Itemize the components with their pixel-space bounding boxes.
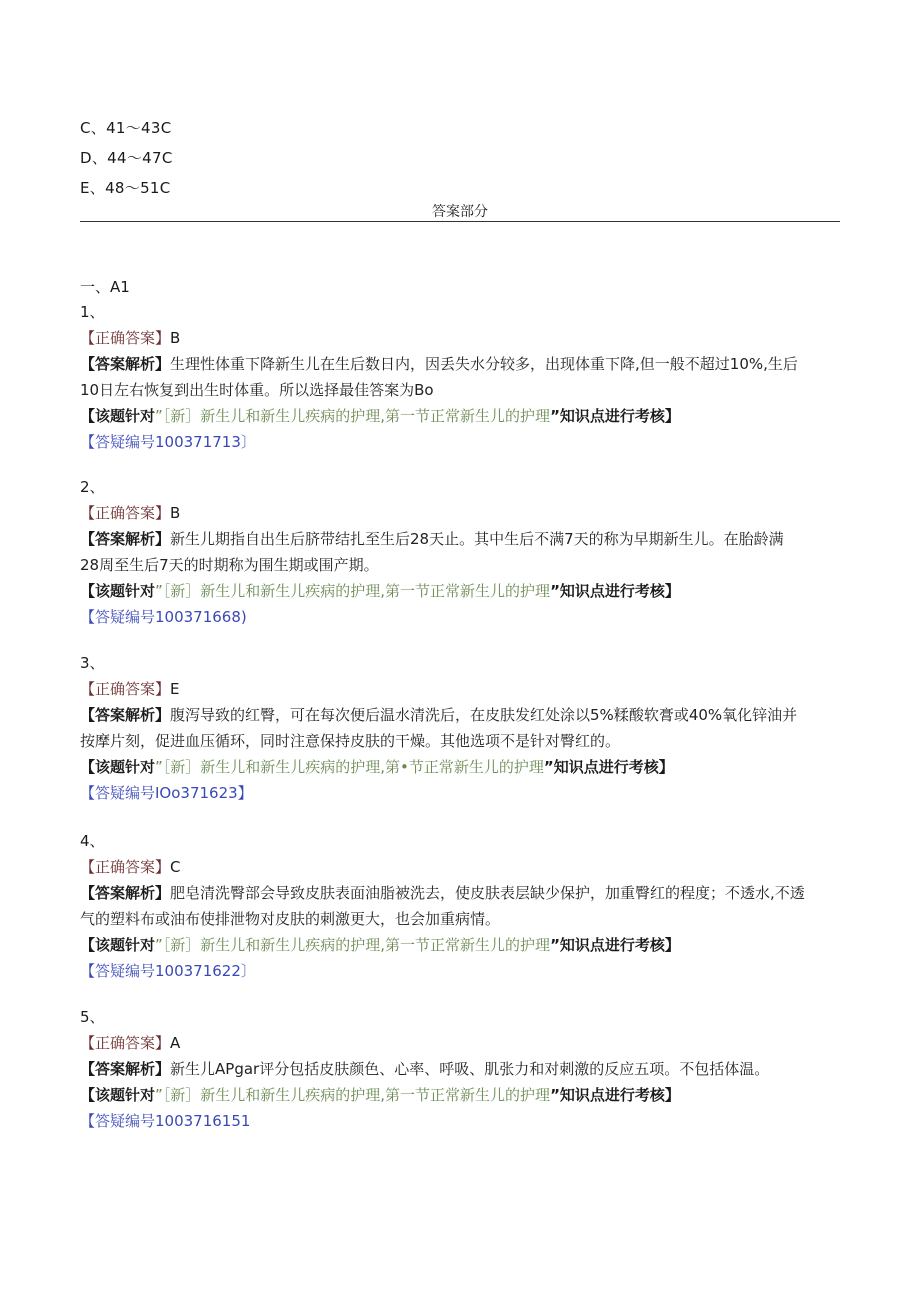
explanation (80, 880, 832, 906)
explanation-label: 【答案解析】 (80, 706, 171, 724)
topic-suffix: ”知识点进行考核】 (550, 407, 680, 425)
question-number: 4、 (80, 832, 105, 850)
answer-label: 【正确答案】 (80, 680, 171, 698)
correct-answer (80, 500, 832, 526)
topic-suffix: ”知识点进行考核】 (550, 582, 680, 600)
explanation-line-1: 新生儿APgar评分包括皮肤颜色、心率、呼吸、肌张力和对刺激的反应五项。不包括体温。 (170, 1060, 770, 1078)
correct-answer (80, 1030, 832, 1056)
answer-value: A (170, 1034, 181, 1052)
section-title: 答案部分 (432, 204, 488, 220)
answer-label: 【正确答案】 (80, 1034, 171, 1052)
question-id-link[interactable]: 【答疑编号100371622〕 (80, 962, 256, 980)
answer-label: 【正确答案】 (80, 858, 171, 876)
topic-suffix: ”知识点进行考核】 (550, 936, 680, 954)
correct-answer (80, 325, 832, 351)
explanation-line-2: 按摩片刻，促进血压循环，同时注意保持皮肤的干燥。其他选项不是针对臀红的。 (80, 732, 621, 750)
topic-prefix: 【该题针对 (80, 407, 156, 425)
topic-suffix: ”知识点进行考核】 (543, 758, 674, 776)
section-divider (80, 221, 840, 222)
explanation-line-1: 生理性体重下降新生儿在生后数日内，因丢失水分较多，出现体重下降,但一般不超过10%,生后 (170, 355, 798, 373)
question-5 (80, 1004, 832, 1134)
explanation-line-2: 28周至生后7天的时期称为围生期或围产期。 (80, 556, 379, 574)
explanation-line-1: 新生儿期指自出生后脐带结扎至生后28天止。其中生后不满7天的称为早期新生儿。在胎龄满 (170, 530, 784, 548)
topic-text: ”［新］新生儿和新生儿疾病的护理,第一节正常新生儿的护理 (155, 1086, 551, 1104)
option-d: D、44～47C (80, 149, 173, 167)
explanation-line-1: 腹泻导致的红臀，可在每次便后温水清洗后，在皮肤发红处涂以5%糅酸软膏或40%氧化锌油并 (170, 706, 798, 724)
question-id-link[interactable]: 【答疑编号1003716151 (80, 1112, 251, 1130)
explanation (80, 526, 832, 552)
question-id-link[interactable]: 【答疑编号100371713〕 (80, 433, 256, 451)
answer-value: E (170, 680, 180, 698)
question-4 (80, 828, 832, 984)
explanation-label: 【答案解析】 (80, 530, 171, 548)
answer-label: 【正确答案】 (80, 329, 171, 347)
explanation (80, 351, 832, 377)
topic-line (80, 932, 832, 958)
topic-line (80, 578, 832, 604)
question-2 (80, 474, 832, 630)
question-1 (80, 299, 832, 455)
topic-text: ”［新］新生儿和新生儿疾病的护理,第一节正常新生儿的护理 (155, 936, 551, 954)
question-number: 5、 (80, 1008, 105, 1026)
remaining-options (80, 113, 173, 203)
question-id-link[interactable]: 【答疑编号IOo371623】 (80, 784, 253, 802)
explanation-line-2: 气的塑料布或油布使排泄物对皮肤的刺激更大，也会加重病情。 (80, 910, 501, 928)
explanation-label: 【答案解析】 (80, 1060, 171, 1078)
question-3 (80, 650, 832, 806)
explanation-label: 【答案解析】 (80, 884, 171, 902)
answer-label: 【正确答案】 (80, 504, 171, 522)
topic-line (80, 754, 832, 780)
explanation-line-2: 10日左右恢复到出生时体重。所以选择最佳答案为Bo (80, 381, 434, 399)
topic-suffix: ”知识点进行考核】 (550, 1086, 680, 1104)
correct-answer (80, 854, 832, 880)
question-number: 2、 (80, 478, 105, 496)
part-label: 一、A1 (80, 278, 130, 296)
question-number: 1、 (80, 303, 105, 321)
question-number: 3、 (80, 654, 105, 672)
topic-line (80, 1082, 832, 1108)
question-id-link[interactable]: 【答疑编号100371668) (80, 608, 247, 626)
topic-line (80, 403, 832, 429)
topic-prefix: 【该题针对 (80, 758, 156, 776)
topic-prefix: 【该题针对 (80, 936, 156, 954)
explanation (80, 1056, 832, 1082)
answer-value: C (170, 858, 181, 876)
answer-value: B (170, 504, 181, 522)
option-c: C、41～43C (80, 119, 172, 137)
topic-text: ”［新］新生儿和新生儿疾病的护理,第•节正常新生儿的护理 (155, 758, 544, 776)
explanation (80, 702, 832, 728)
topic-text: ”［新］新生儿和新生儿疾病的护理,第一节正常新生儿的护理 (155, 407, 551, 425)
answer-value: B (170, 329, 181, 347)
explanation-line-1: 肥皂清洗臀部会导致皮肤表面油脂被洗去，使皮肤表层缺少保护，加重臀红的程度；不透水,不透 (170, 884, 805, 902)
topic-text: ”［新］新生儿和新生儿疾病的护理,第一节正常新生儿的护理 (155, 582, 551, 600)
correct-answer (80, 676, 832, 702)
topic-prefix: 【该题针对 (80, 582, 156, 600)
explanation-label: 【答案解析】 (80, 355, 171, 373)
topic-prefix: 【该题针对 (80, 1086, 156, 1104)
option-e: E、48～51C (80, 179, 171, 197)
